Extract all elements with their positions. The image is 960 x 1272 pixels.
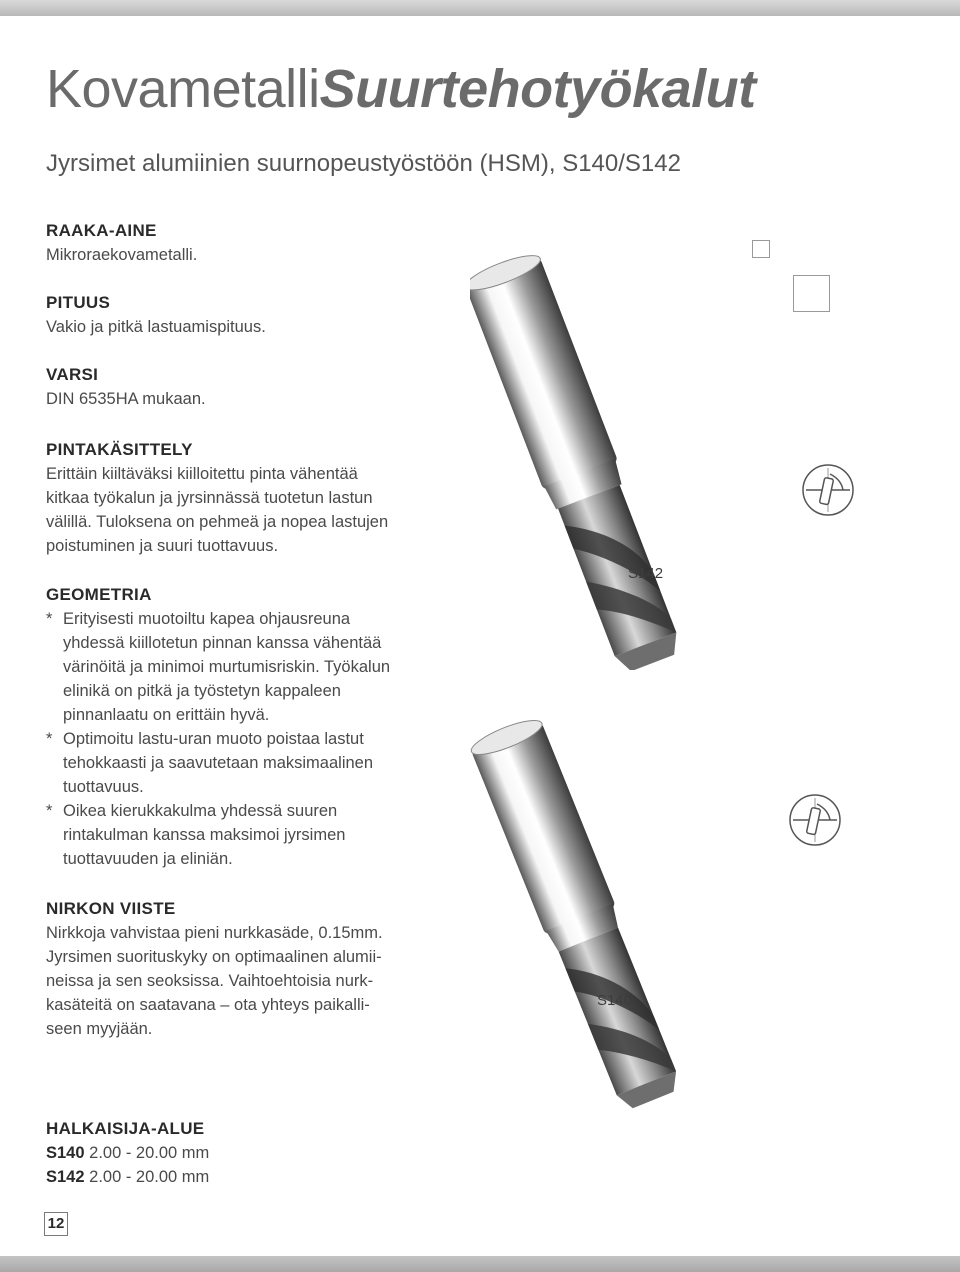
page-title: [46, 58, 756, 120]
section-text-line: kasäteitä on saatavana – ota yhteys paikalli-: [46, 996, 370, 1014]
top-decorative-bar: [0, 0, 960, 16]
title-bold-part: Suurtehotyökalut: [319, 59, 756, 119]
section-heading: VARSI: [46, 365, 99, 384]
bullet-list: [46, 607, 446, 871]
section-text-line: Jyrsimen suorituskyky on optimaalinen alumii-: [46, 948, 382, 966]
product-code: S140: [46, 1144, 85, 1162]
bullet-line: rintakulman kanssa maksimoi jyrsimen: [63, 826, 346, 844]
end-mill-s142-image: [470, 230, 940, 670]
product-label-s140: S140: [597, 992, 633, 1009]
bullet-line: tuottavuuden ja eliniän.: [63, 850, 233, 868]
section-heading: PITUUS: [46, 293, 111, 312]
bullet-line: Optimoitu lastu-uran muoto poistaa lastut: [63, 730, 364, 748]
section-pintakasittely: [46, 438, 446, 558]
section-pituus: [46, 291, 446, 339]
section-text: Vakio ja pitkä lastuamispituus.: [46, 318, 266, 336]
bullet-star: *: [46, 730, 53, 748]
section-geometria: [46, 583, 446, 871]
bullet-item: [46, 799, 446, 871]
section-text: DIN 6535HA mukaan.: [46, 390, 206, 408]
section-halkaisija-alue: [46, 1117, 446, 1189]
product-code: S142: [46, 1168, 85, 1186]
end-mill-s140-image: [470, 695, 940, 1115]
section-text-line: kitkaa työkalun ja jyrsinnässä tuotetun lastun: [46, 489, 373, 507]
diameter-range: 2.00 - 20.00 mm: [89, 1144, 210, 1162]
section-text-line: välillä. Tuloksena on pehmeä ja nopea lastujen: [46, 513, 389, 531]
title-regular-part: Kovametalli: [46, 59, 320, 119]
section-text-line: Erittäin kiiltäväksi kiilloitettu pinta vähentää: [46, 465, 358, 483]
bullet-line: värinöitä ja minimoi murtumisriskin. Työkalun: [63, 658, 391, 676]
section-text-line: Nirkkoja vahvistaa pieni nurkkasäde, 0.15mm.: [46, 924, 383, 942]
bullet-star: *: [46, 802, 53, 820]
section-text-line: seen myyjään.: [46, 1020, 153, 1038]
diameter-range-row: [46, 1141, 446, 1165]
section-text: Mikroraekovametalli.: [46, 246, 198, 264]
section-raaka-aine: [46, 219, 446, 267]
page-number: 12: [44, 1212, 68, 1236]
section-heading: GEOMETRIA: [46, 585, 152, 604]
bullet-item: [46, 607, 446, 727]
bullet-line: tehokkaasti ja saavutetaan maksimaalinen: [63, 754, 374, 772]
section-text-line: neissa ja sen seoksissa. Vaihtoehtoisia nurk-: [46, 972, 374, 990]
bullet-line: Erityisesti muotoiltu kapea ohjausreuna: [63, 610, 351, 628]
bullet-line: tuottavuus.: [63, 778, 144, 796]
bullet-line: pinnanlaatu on erittäin hyvä.: [63, 706, 270, 724]
section-heading: NIRKON VIISTE: [46, 899, 176, 918]
bottom-decorative-bar: [0, 1256, 960, 1272]
bullet-line: elinikä on pitkä ja työstetyn kappaleen: [63, 682, 341, 700]
diameter-range-row: [46, 1165, 446, 1189]
diameter-range: 2.00 - 20.00 mm: [89, 1168, 210, 1186]
bullet-item: [46, 727, 446, 799]
page-subtitle: Jyrsimet alumiinien suurnopeustyöstöön (HSM), S140/S142: [46, 150, 681, 177]
section-nirkon-viiste: [46, 897, 446, 1041]
section-varsi: [46, 363, 446, 411]
end-mill-cross-section-icon: [785, 790, 845, 850]
product-label-s142: S142: [628, 565, 664, 582]
end-mill-cross-section-icon: [798, 460, 858, 520]
bullet-star: *: [46, 610, 53, 628]
section-heading: PINTAKÄSITTELY: [46, 440, 193, 459]
bullet-line: yhdessä kiillotetun pinnan kanssa vähentää: [63, 634, 382, 652]
bullet-line: Oikea kierukkakulma yhdessä suuren: [63, 802, 338, 820]
section-heading: RAAKA-AINE: [46, 221, 157, 240]
section-text-line: poistuminen ja suuri tuottavuus.: [46, 537, 279, 555]
section-heading: HALKAISIJA-ALUE: [46, 1119, 205, 1138]
